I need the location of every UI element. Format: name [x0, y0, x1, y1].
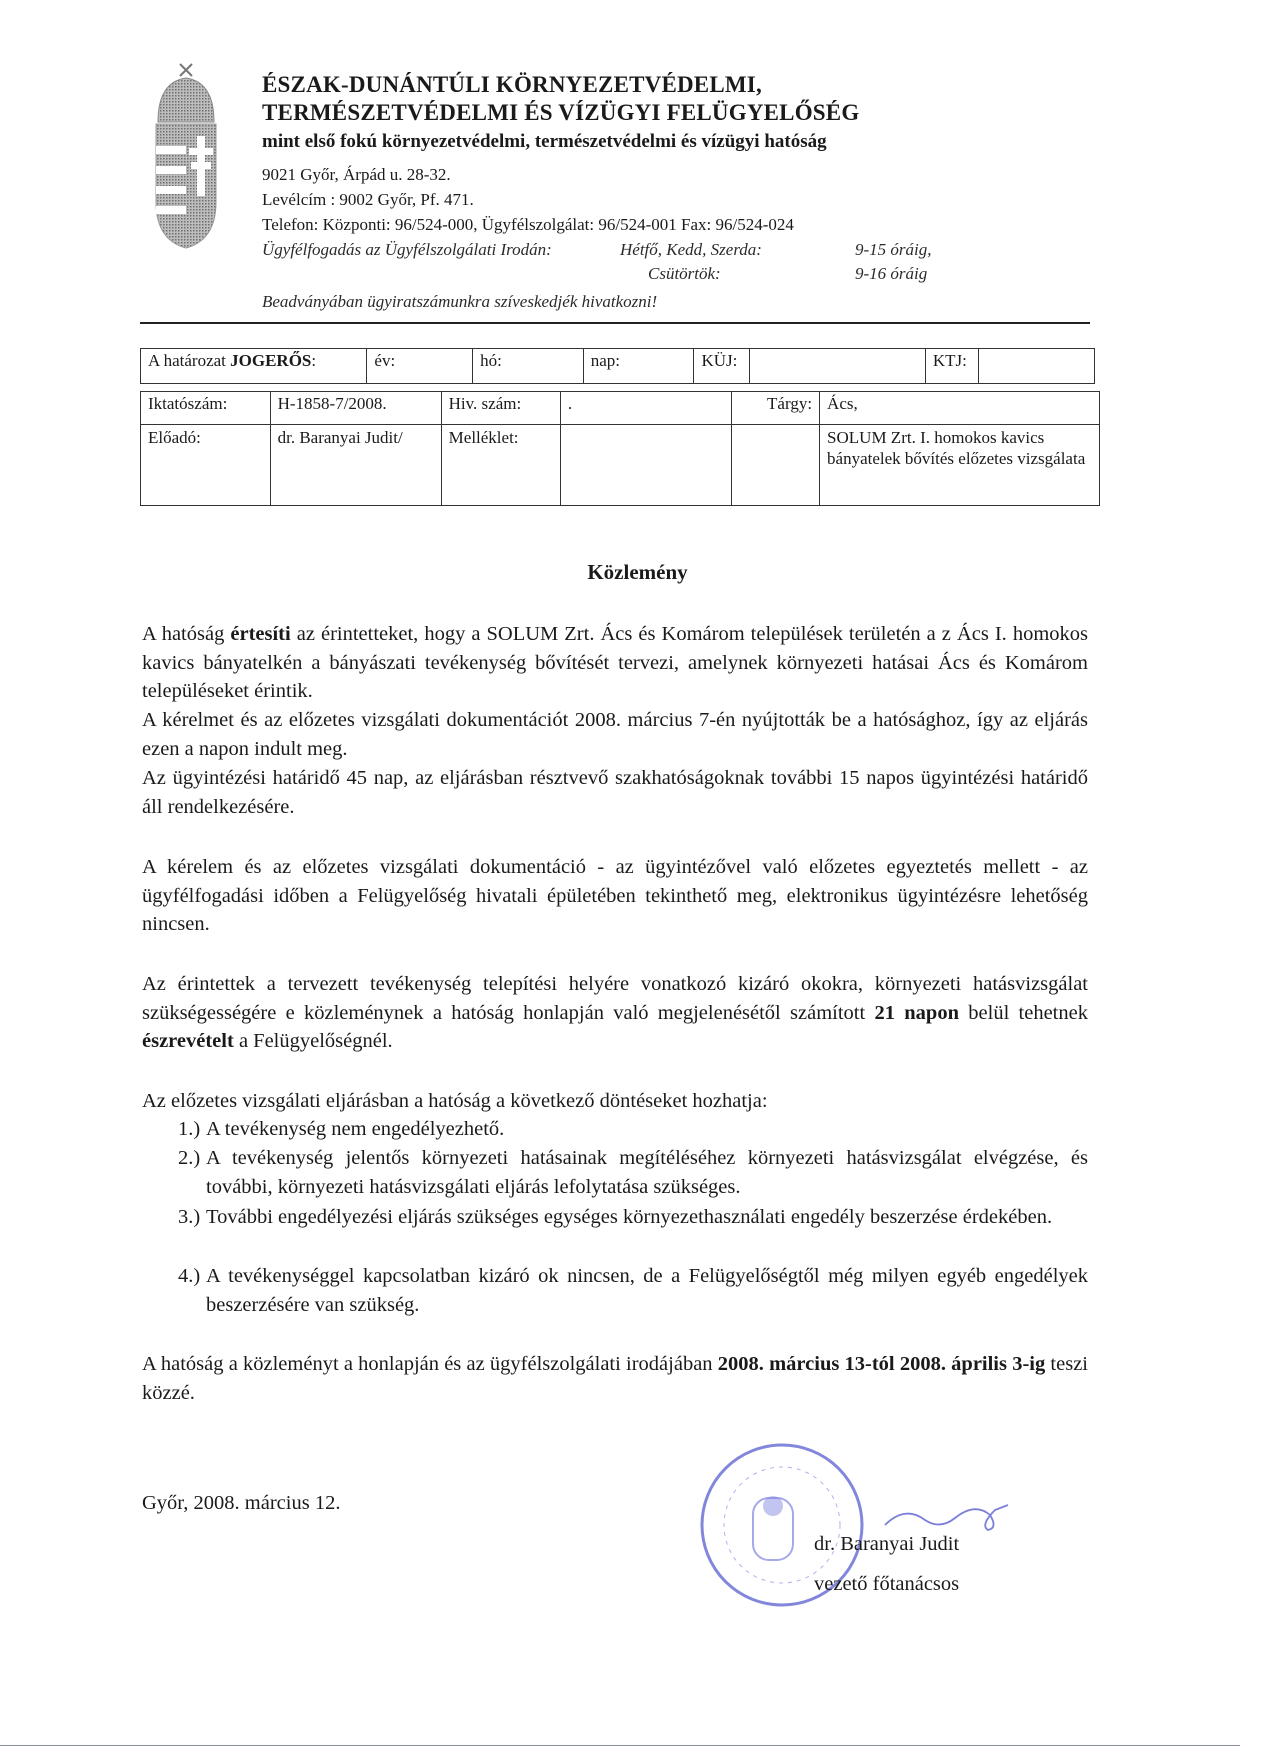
notice-paragraph-5: Az érintettek a tervezett tevékenység telepítési helyére vonatkozó kizáró okokra, környezeti hatásvizsgálat szükségességére e közleménynek a hatóság honlapján való megjelenésétől számított 21 napon belül tehetnek észrevételt a Felügyelőségnél. [142, 973, 1088, 1052]
postal-address: Levélcím : 9002 Győr, Pf. 471. [262, 190, 474, 209]
decision-item: 2.) A tevékenység jelentős környezeti hatásainak megítéléséhez környezeti hatásvizsgálat elvégzése, és további, környezeti hatásvizsgálati eljárás lefolytatása szükséges. [178, 1147, 1088, 1198]
notice-paragraph-4: A kérelem és az előzetes vizsgálati dokumentáció - az ügyintézővel való előzetes egyeztetés mellett - az ügyfélfogadási időben a Felügyelőség hivatali épületében tekinthető meg, elektronikus ügyintézésre lehetőség nincsen. [142, 856, 1088, 935]
signatory-title: vezető főtanácsos [814, 1573, 960, 1595]
notice-paragraph-6: Az előzetes vizsgálati eljárásban a hatóság a következő döntéseket hozhatja: [142, 1090, 768, 1112]
registration-number: H-1858-7/2008. [270, 392, 441, 425]
subject-detail: SOLUM Zrt. I. homokos kavics bányatelek bővítés előzetes vizsgálata [820, 425, 1100, 506]
header-divider [140, 322, 1090, 324]
subject-label: Tárgy: [731, 392, 819, 425]
decision-item: 4.) A tevékenységgel kapcsolatban kizáró ok nincsen, de a Felügyelőségtől még milyen egyéb engedélyek beszerzésére van szükség. [178, 1265, 1088, 1316]
attachment-value [560, 425, 731, 506]
subject: Ács, [820, 392, 1100, 425]
place-and-date: Győr, 2008. március 12. [142, 1492, 341, 1514]
officer-name: dr. Baranyai Judit/ [270, 425, 441, 506]
authority-name-line1: ÉSZAK-DUNÁNTÚLI KÖRNYEZETVÉDELMI, [262, 72, 762, 97]
office-hours-days-2: Csütörtök: [648, 264, 721, 283]
office-hours-time-2: 9-16 óráig [855, 264, 928, 283]
attachment-label: Melléklet: [441, 425, 560, 506]
month-field: hó: [473, 349, 584, 384]
address: 9021 Győr, Árpád u. 28-32. [262, 165, 451, 184]
reference-number: . [560, 392, 731, 425]
notice-paragraph-3: Az ügyintézési határidő 45 nap, az eljárásban résztvevő szakhatóságoknak további 15 napos ügyintézési határidő áll rendelkezésére. [142, 767, 1088, 818]
officer-label: Előadó: [141, 425, 271, 506]
case-details-table [140, 391, 1100, 506]
subject-spacer [731, 425, 819, 506]
day-field: nap: [583, 349, 694, 384]
signatory-name: dr. Baranyai Judit [814, 1533, 960, 1555]
decision-item: 1.) A tevékenység nem engedélyezhető. [178, 1118, 505, 1140]
page-bottom-edge [0, 1745, 1240, 1746]
phone-numbers: Telefon: Központi: 96/524-000, Ügyfélszolgálat: 96/524-001 Fax: 96/524-024 [262, 215, 794, 234]
ktj-value [979, 349, 1095, 384]
office-hours-days-1: Hétfő, Kedd, Szerda: [620, 240, 762, 259]
kuj-value [749, 349, 925, 384]
kuj-label: KÜJ: [694, 349, 749, 384]
year-field: év: [367, 349, 473, 384]
notice-paragraph-1: A hatóság értesíti az érintetteket, hogy a SOLUM Zrt. Ács és Komárom települések területén a z Ács I. homokos kavics bányatelkén a bányászati tevékenység bővítését tervezi, amelynek környezeti hatásai Ács és Komárom településeket érintik. [142, 623, 1088, 702]
reference-note: Beadványában ügyiratszámunkra szíveskedjék hivatkozni! [262, 292, 658, 311]
office-hours-label: Ügyfélfogadás az Ügyfélszolgálati Irodán: [262, 240, 552, 259]
notice-heading: Közlemény [587, 560, 688, 584]
ktj-label: KTJ: [925, 349, 978, 384]
finality-label: A határozat JOGERŐS: [141, 349, 367, 384]
decision-item: 3.) További engedélyezési eljárás szükséges egységes környezethasználati engedély beszerzése érdekében. [178, 1206, 1053, 1228]
reference-number-label: Hiv. szám: [441, 392, 560, 425]
authority-subtitle: mint első fokú környezetvédelmi, természetvédelmi és vízügyi hatóság [262, 131, 827, 152]
notice-paragraph-7: A hatóság a közleményt a honlapján és az ügyfélszolgálati irodájában 2008. március 13-tól 2008. április 3-ig teszi közzé. [142, 1353, 1088, 1404]
office-hours-time-1: 9-15 óráig, [855, 240, 932, 259]
hungarian-coat-of-arms-icon [148, 62, 224, 252]
registration-number-label: Iktatószám: [141, 392, 271, 425]
notice-paragraph-2: A kérelmet és az előzetes vizsgálati dokumentációt 2008. március 7-én nyújtották be a hatósághoz, így az eljárás ezen a napon indult meg. [142, 709, 1088, 760]
authority-name-line2: TERMÉSZETVÉDELMI ÉS VÍZÜGYI FELÜGYELŐSÉG [262, 100, 860, 125]
finality-table [140, 348, 1095, 384]
